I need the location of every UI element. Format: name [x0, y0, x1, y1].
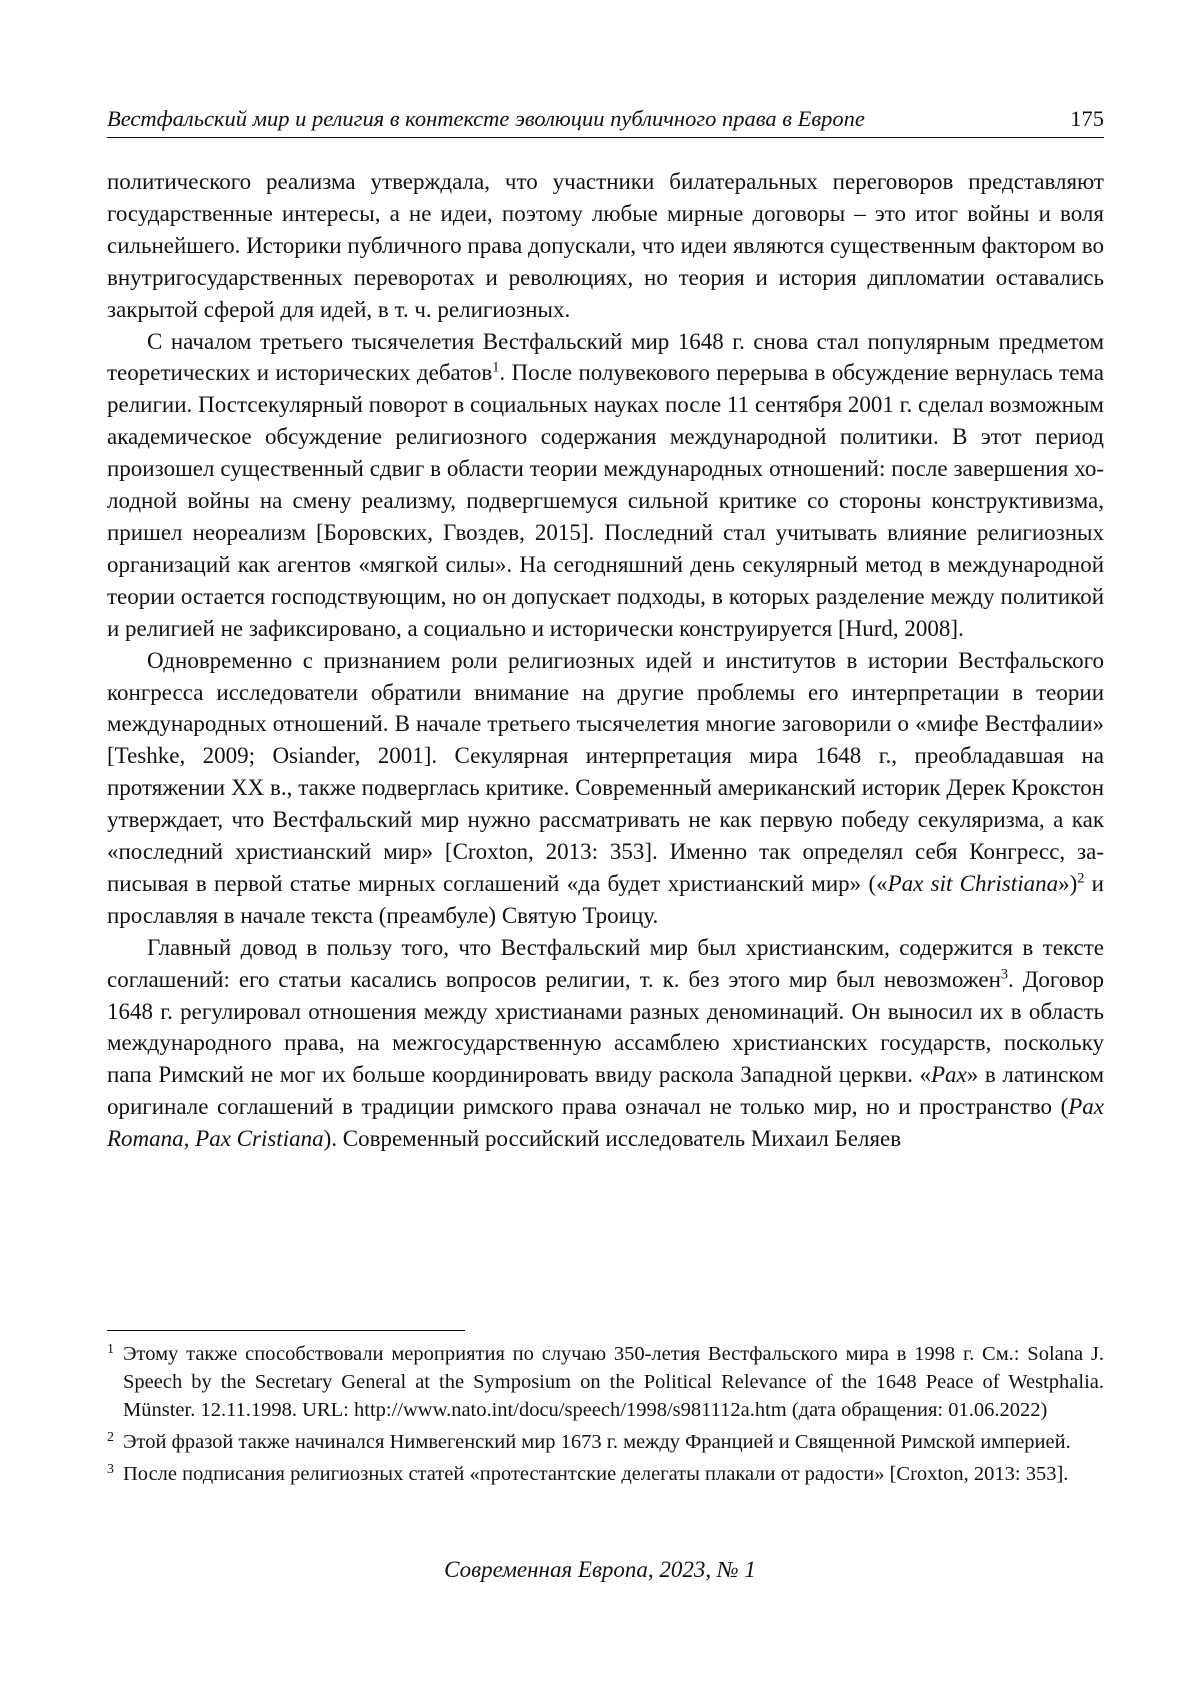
footnote-text: После подписания религиозных статей «протестантские делегаты плакали от радости» [Croxton, 2013: 353].: [123, 1463, 1069, 1485]
footnote-text: Этой фразой также начинался Нимвегенский мир 1673 г. между Францией и Священной Римской империей.: [123, 1431, 1071, 1453]
paragraph-3: [107, 645, 1104, 932]
footnote-text: Этому также способствовали мероприятия по случаю 350-летия Вестфальского мира в 1998 г. См.: Solana J. Speech by the Secretary General at the Symposium on the Political Relevance of the 1648 Peace of Westphalia. Münster. 12.11.1998. URL: http://www.nato.int/docu/speech/1998/s981112a.htm (дата обращения: 01.06.2022): [123, 1343, 1104, 1421]
latin-term-pax: Pax: [931, 1062, 967, 1088]
paragraph-1-text: политического реализма утверждала, что участники билатеральных переговоров представляют государственные интересы, а не идеи, поэтому любые мирные договоры – это итог войны и воля сильнейшего. Историки публичного права допускали, что идеи являются существенным фактором во внутригосударственных переворотах и революциях, но теория и история дипломатии оставались закрытой сферой для идей, в т. ч. религиозных.: [107, 169, 1104, 322]
latin-terms: Pax Romana, Pax Cristiana: [107, 1094, 1104, 1152]
paragraph-4-text-d: ). Современный российский исследователь Михаил Беляев: [323, 1126, 902, 1152]
paragraph-3-text-b: »): [1058, 870, 1078, 896]
latin-phrase: Pax sit Christiana: [887, 870, 1059, 896]
paragraph-1: [107, 166, 1104, 326]
journal-footer: Современная Европа, 2023, № 1: [444, 1557, 756, 1582]
footnote-ref-1[interactable]: 1: [492, 359, 500, 376]
footnote-3: [107, 1460, 1104, 1488]
running-header: [107, 104, 1104, 138]
paragraph-4-text-c: » в латинском оригинале соглашений в традиции римского права означал не только мир, но и пространство (: [107, 1062, 1105, 1120]
footnote-ref-3[interactable]: 3: [1000, 966, 1009, 982]
footnote-2: [107, 1428, 1104, 1456]
paragraph-2: [107, 326, 1104, 645]
footnote-divider: [107, 1330, 465, 1331]
footnote-ref-2[interactable]: 2: [1077, 870, 1085, 887]
running-title: Вестфальский мир и религия в контексте эволюции публичного права в Европе: [107, 106, 865, 131]
footnote-number: 1: [107, 1342, 114, 1357]
page-number: 175: [1070, 106, 1104, 131]
paragraph-4-text-b: . Договор 1648 г. регулировал отношения между христианами разных деноминаций. Он выносил их в область международного права, на межгосударственную ассамблею христианских государств, поскольку папа Римский не мог их больше координировать ввиду раскола Западной церкви. «: [107, 966, 1104, 1088]
paragraph-2-text-a: С началом третьего тысячелетия Вестфальский мир 1648 г. снова стал популярным предметом теоретических и исторических дебатов: [107, 328, 1104, 386]
footnote-number: 3: [107, 1462, 114, 1477]
body-text: [107, 166, 1104, 1155]
footnotes: [107, 1340, 1104, 1492]
paragraph-4: [107, 932, 1104, 1155]
footnote-number: 2: [107, 1430, 114, 1445]
paragraph-4-text-a: Главный довод в пользу того, что Вестфальский мир был христианским, содержится в тексте соглашений: его статьи касались вопросов религии, т. к. без этого мир был невозможен: [107, 934, 1104, 992]
paragraph-2-text-b: . После полувекового перерыва в обсуждение вернулась тема религии. Постсекулярный поворот в социальных науках после 11 сентября 2001 г. сделал возможным академическое обсуждение религиозного содержания международной политики. В этот период произошел существенный сдвиг в области теории международных отношений: после завершения холодной войны на смену реализму, подвергшемуся сильной критике со стороны конструктивизма, пришел неореализм [Боровских, Гвоздев, 2015]. Последний стал учитывать влияние религиозных организаций как агентов «мягкой силы». На сегодняшний день секулярный метод в международной теории остается господствующим, но он допускает подходы, в которых разделение между политикой и религией не зафиксировано, а социально и исторически конструируется [Hurd, 2008].: [107, 360, 1105, 641]
footnote-1: [107, 1340, 1104, 1424]
paragraph-3-text-a: Одновременно с признанием роли религиозных идей и институтов в истории Вестфальского конгресса исследователи обратили внимание на другие проблемы его интерпретации в теории международных отношений. В начале третьего тысячелетия многие заговорили о «мифе Вестфалии» [Teshke, 2009; Osiander, 2001]. Секулярная интерпретация мира 1648 г., преобладавшая на протяжении XX в., также подверглась критике. Современный американский историк Дерек Крокстон утверждает, что Вестфальский мир нужно рассматривать не как первую победу секуляризма, а как «последний христианский мир» [Croxton, 2013: 353]. Именно так определял себя Конгресс, записывая в первой статье мирных соглашений «да будет христианский мир» («: [107, 647, 1104, 896]
paragraph-3-text-c: и прославляя в начале текста (преамбуле) Святую Троицу.: [107, 870, 1104, 928]
